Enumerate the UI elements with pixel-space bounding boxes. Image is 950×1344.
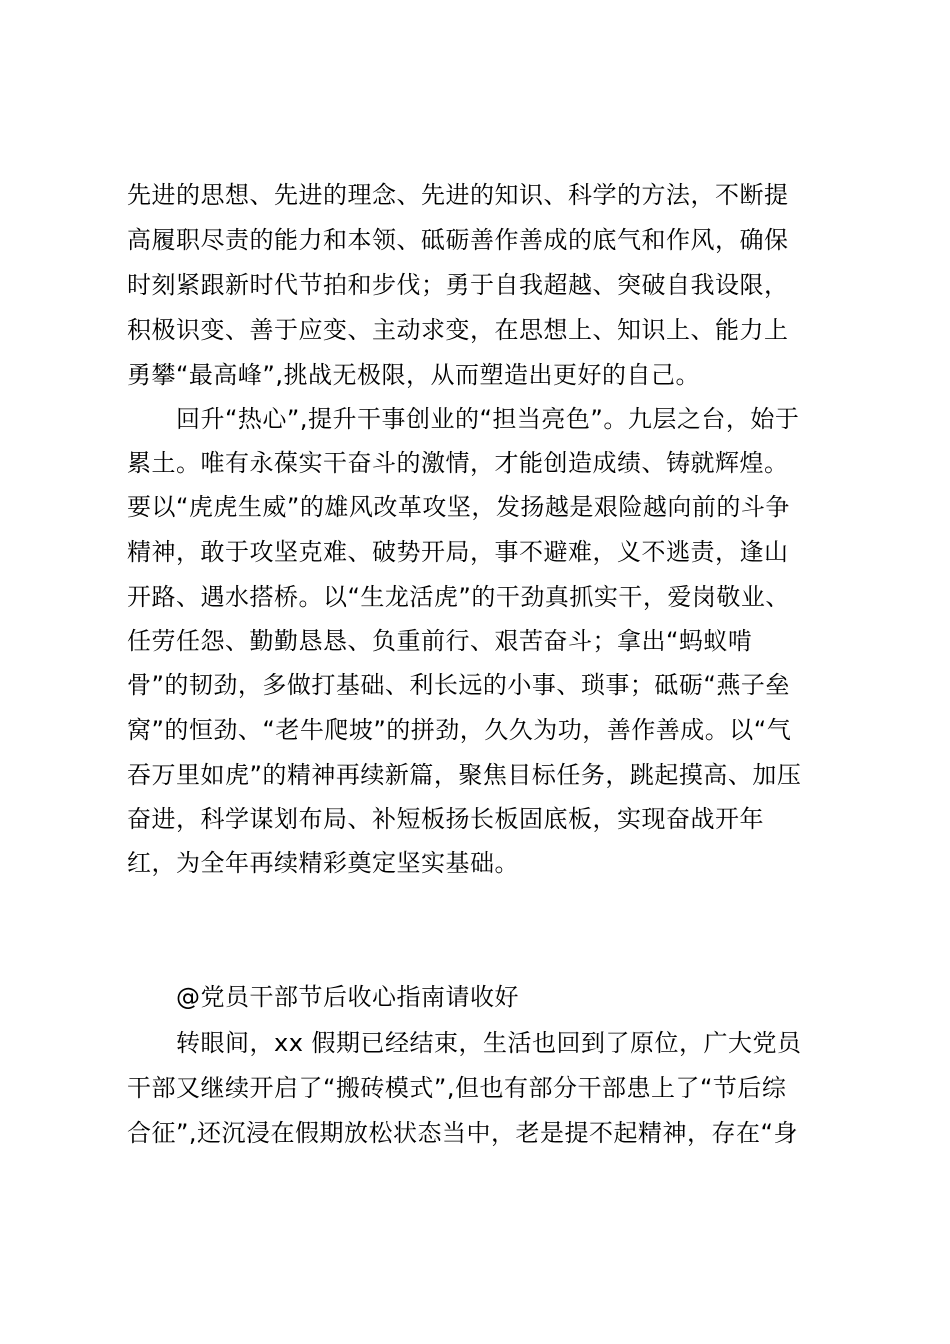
text-line: 要以“虎虎生威”的雄风改革攻坚，发扬越是艰险越向前的斗争 bbox=[127, 493, 790, 521]
text-line: 先进的思想、先进的理念、先进的知识、科学的方法，不断提 bbox=[127, 181, 789, 209]
text-line: 高履职尽责的能力和本领、砥砺善作善成的底气和作风，确保 bbox=[127, 226, 789, 254]
text-line: 开路、遇水搭桥。以“生龙活虎”的干劲真抓实干，爱岗敬业、 bbox=[127, 583, 790, 611]
text-line: 合征”,还沉浸在假期放松状态当中，老是提不起精神，存在“身 bbox=[127, 1119, 798, 1147]
text-line: 骨”的韧劲，多做打基础、利长远的小事、琐事；砥砺“燕子垒 bbox=[127, 671, 790, 699]
paragraph-first-line: 转眼间，xx 假期已经结束，生活也回到了原位，广大党员 bbox=[176, 1029, 802, 1057]
text-line: 勇攀“最高峰”,挑战无极限，从而塑造出更好的自己。 bbox=[127, 361, 700, 389]
text-line: 精神，敢于攻坚克难、破势开局，事不避难，义不逃责，逢山 bbox=[127, 538, 789, 566]
text-line: 红，为全年再续精彩奠定坚实基础。 bbox=[127, 849, 519, 877]
paragraph-first-line: 回升“热心”,提升干事创业的“担当亮色”。九层之台，始于 bbox=[176, 405, 800, 433]
text-line: 累土。唯有永葆实干奋斗的激情，才能创造成绩、铸就辉煌。 bbox=[127, 449, 789, 477]
text-line: 窝”的恒劲、“老牛爬坡”的拼劲，久久为功，善作善成。以“气 bbox=[127, 716, 792, 744]
text-line: 时刻紧跟新时代节拍和步伐；勇于自我超越、突破自我设限， bbox=[127, 271, 789, 299]
text-line: 干部又继续开启了“搬砖模式”,但也有部分干部患上了“节后综 bbox=[127, 1074, 787, 1102]
text-line: 奋进，科学谋划布局、补短板扬长板固底板，实现奋战开年 bbox=[127, 805, 764, 833]
text-line: 吞万里如虎”的精神再续新篇，聚焦目标任务，跳起摸高、加压 bbox=[127, 761, 802, 789]
text-line: 积极识变、善于应变、主动求变，在思想上、知识上、能力上 bbox=[127, 316, 789, 344]
text-line: 任劳任怨、勤勤恳恳、负重前行、艰苦奋斗；拿出“蚂蚁啃 bbox=[127, 627, 753, 655]
section-heading: @党员干部节后收心指南请收好 bbox=[176, 983, 519, 1011]
